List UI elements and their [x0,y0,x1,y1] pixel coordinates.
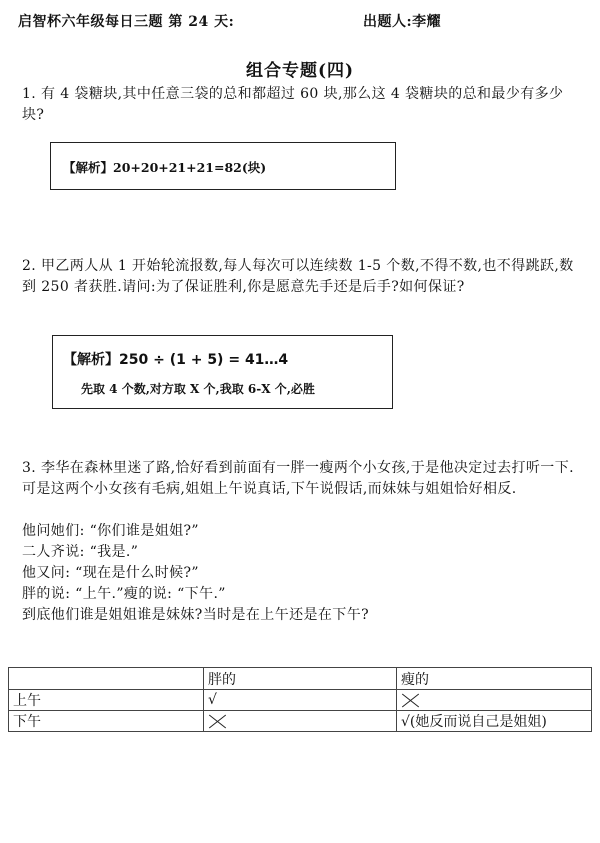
answer-2-line-1: 【解析】250 ÷ (1 + 5) = 41…4 [63,352,289,368]
dialogue-line: 胖的说: “上午.”瘦的说: “下午.” [22,586,226,602]
dialogue-line: 二人齐说: “我是.” [22,544,139,560]
question-1: 1. 有 4 袋糖块,其中任意三袋的总和都超过 60 块,那么这 4 袋糖块的总和最少有多少块? [22,86,564,123]
answer-table [8,667,592,732]
dialogue-line: 到底他们谁是姐姐谁是妹妹?当时是在上午还是在下午? [22,607,370,623]
table-row [9,711,592,732]
row-label: 上午 [9,690,204,711]
thin-cell [397,711,592,732]
answer-2-line-2: 先取 4 个数,对方取 X 个,我取 6-X 个,必胜 [81,382,315,396]
answer-1: 【解析】20+20+21+21=82(块) [63,160,267,175]
row-label: 下午 [9,711,204,732]
answer-box-1 [50,142,396,190]
question-2: 2. 甲乙两人从 1 开始轮流报数,每人每次可以连续数 1-5 个数,不得不数,也不得跳跃,数到 250 者获胜.请问:为了保证胜利,你是愿意先手还是后手?如何保证? [22,258,574,295]
fat-cell [204,690,397,711]
table-header-cell: 瘦的 [397,668,592,690]
question-3: 3. 李华在森林里迷了路,恰好看到前面有一胖一瘦两个小女孩,于是他决定过去打听一下.可是这两个小女孩有毛病,姐姐上午说真话,下午说假话,而妹妹与姐姐恰好相反. [22,460,574,497]
table-row [9,690,592,711]
cross-icon [208,714,226,729]
dialogue-line: 他问她们: “你们谁是姐姐?” [22,523,199,539]
check-note: √(她反而说自己是姐姐) [401,714,547,730]
fat-cell [204,711,397,732]
check-mark: √ [208,692,217,708]
answer-box-2 [52,335,393,409]
table-header-cell: 胖的 [204,668,397,690]
header-right: 出题人:李耀 [363,14,442,30]
cross-icon [401,693,419,708]
header-left: 启智杯六年级每日三题 第 24 天: [18,14,235,30]
table-header-cell [9,668,204,690]
dialogue-line: 他又问: “现在是什么时候?” [22,565,199,581]
thin-cell [397,690,592,711]
table-header-row [9,668,592,690]
page-title: 组合专题(四) [245,61,355,81]
